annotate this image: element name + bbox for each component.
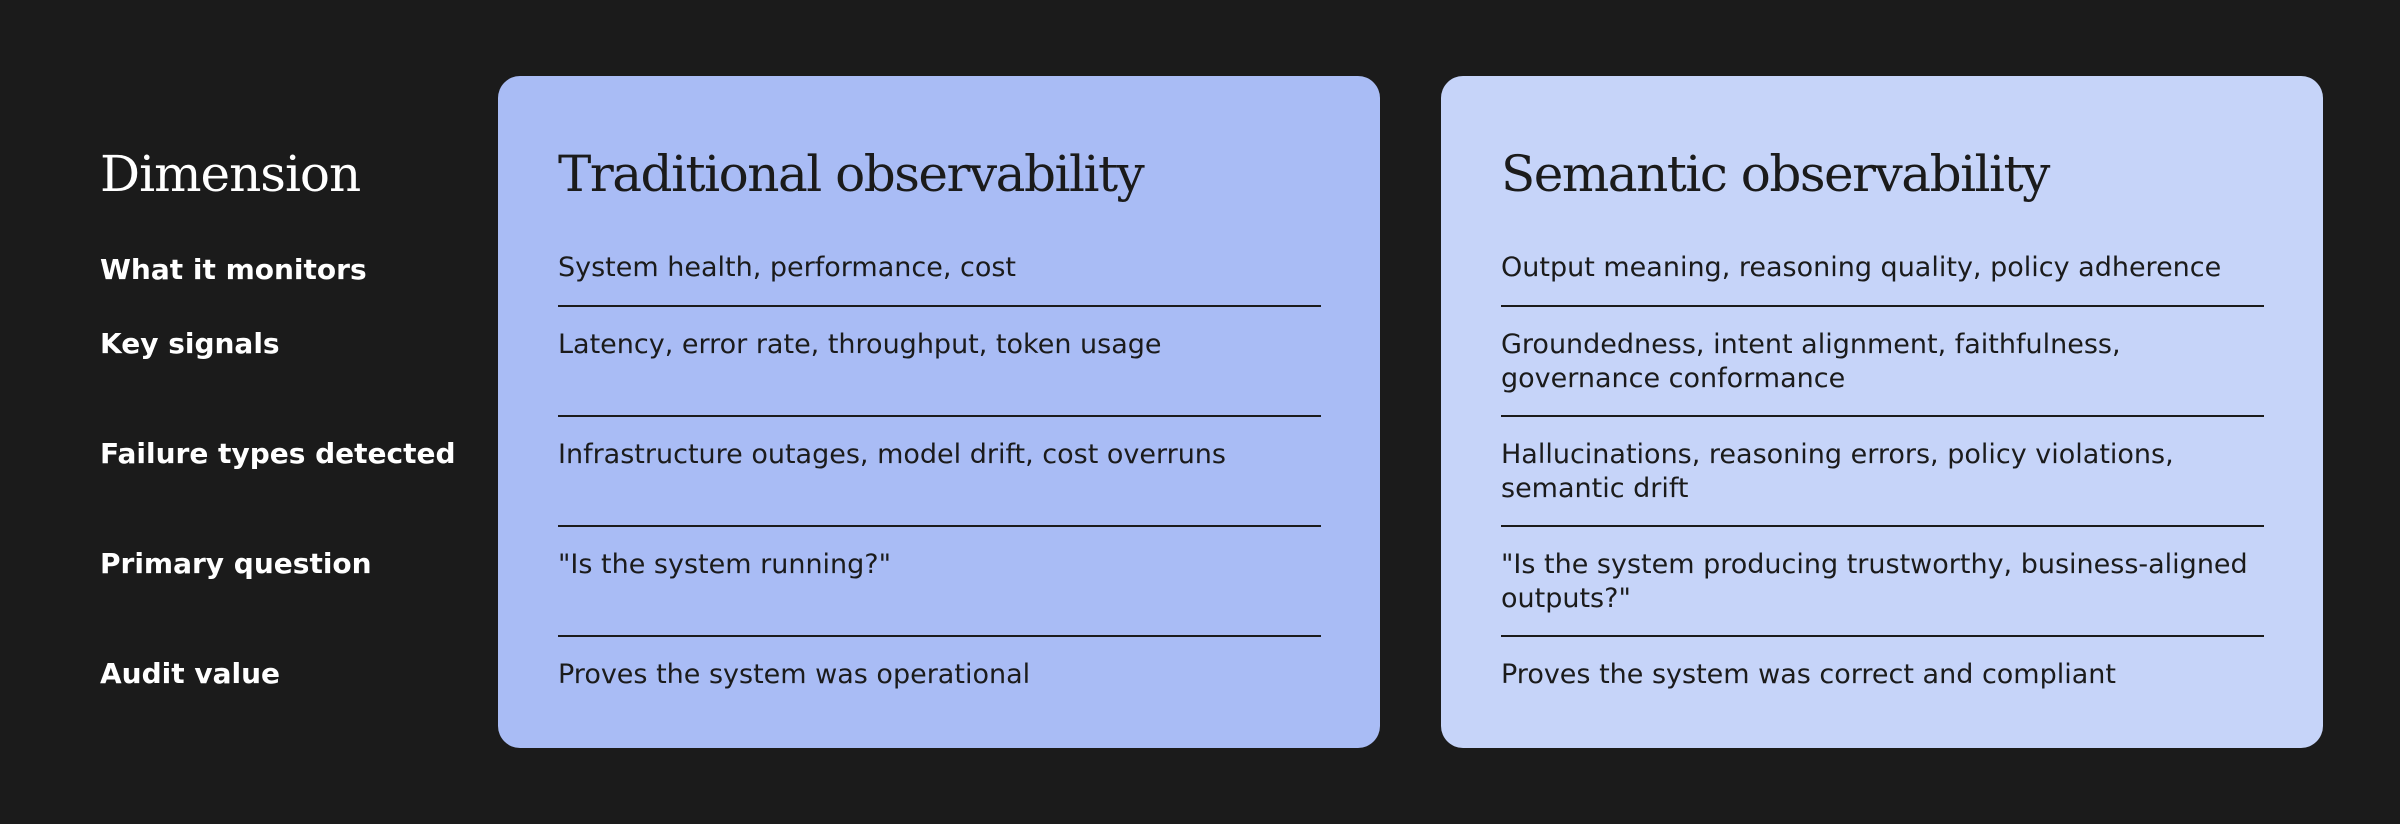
row-divider <box>1501 525 2264 527</box>
cell-failure-types: Hallucinations, reasoning errors, policy violations, semantic drift <box>1501 439 2174 504</box>
row-divider <box>558 635 1321 637</box>
row-label-failure-types: Failure types detected <box>100 437 456 470</box>
dimension-column <box>100 0 480 824</box>
cell-key-signals: Groundedness, intent alignment, faithfulness, governance conformance <box>1501 329 2121 394</box>
cell-audit-value: Proves the system was correct and compliant <box>1501 659 2116 690</box>
row-divider <box>558 525 1321 527</box>
cell-audit-value: Proves the system was operational <box>558 659 1031 690</box>
traditional-observability-card <box>498 76 1380 748</box>
row-divider <box>558 415 1321 417</box>
cell-what-it-monitors: Output meaning, reasoning quality, policy adherence <box>1501 252 2222 283</box>
row-divider <box>1501 415 2264 417</box>
row-divider <box>1501 305 2264 307</box>
row-label-audit-value: Audit value <box>100 657 281 690</box>
row-label-key-signals: Key signals <box>100 327 280 360</box>
cell-primary-question: "Is the system running?" <box>558 549 892 580</box>
cell-key-signals: Latency, error rate, throughput, token usage <box>558 329 1162 360</box>
card-title: Semantic observability <box>1501 145 2049 203</box>
dimension-heading: Dimension <box>100 145 361 203</box>
row-divider <box>558 305 1321 307</box>
cell-failure-types: Infrastructure outages, model drift, cost overruns <box>558 439 1226 470</box>
semantic-observability-card <box>1441 76 2323 748</box>
row-label-what-it-monitors: What it monitors <box>100 253 367 286</box>
row-divider <box>1501 635 2264 637</box>
card-title: Traditional observability <box>558 145 1144 203</box>
cell-what-it-monitors: System health, performance, cost <box>558 252 1016 283</box>
row-label-primary-question: Primary question <box>100 547 372 580</box>
cell-primary-question: "Is the system producing trustworthy, business-aligned outputs?" <box>1501 549 2248 614</box>
